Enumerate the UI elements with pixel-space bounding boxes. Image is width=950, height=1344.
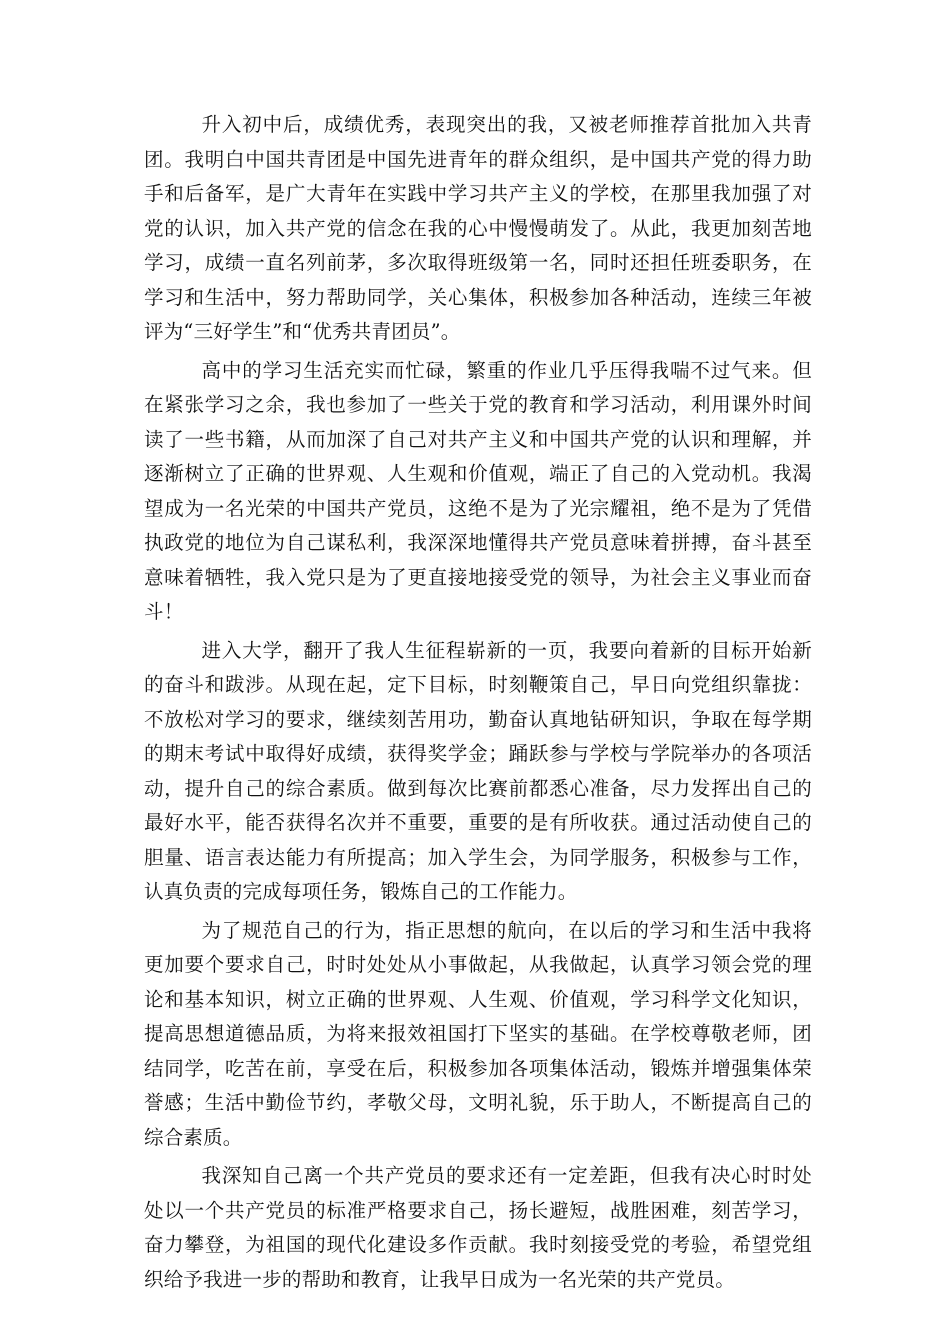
document-body — [144, 108, 812, 1301]
paragraph-junior-high: 升入初中后，成绩优秀，表现突出的我，又被老师推荐首批加入共青团。我明白中国共青团是中国先进青年的群众组织，是中国共产党的得力助手和后备军，是广大青年在实践中学习共产主义的学校，在那里我加强了对党的认识，加入共产党的信念在我的心中慢慢萌发了。从此，我更加刻苦地学习，成绩一直名列前茅，多次取得班级第一名，同时还担任班委职务，在学习和生活中，努力帮助同学，关心集体，积极参加各种活动，连续三年被评为“三好学生”和“优秀共青团员”。 — [144, 113, 812, 343]
paragraph-self-discipline: 为了规范自己的行为，指正思想的航向，在以后的学习和生活中我将更加要个要求自己，时时处处从小事做起，从我做起，认真学习领会党的理论和基本知识，树立正确的世界观、人生观、价值观，学习科学文化知识，提高思想道德品质，为将来报效祖国打下坚实的基础。在学校尊敬老师，团结同学，吃苦在前，享受在后，积极参加各项集体活动，锻炼并增强集体荣誉感；生活中勤俭节约，孝敬父母，文明礼貌，乐于助人，不断提高自己的综合素质。 — [144, 918, 812, 1149]
paragraph-university: 进入大学，翻开了我人生征程崭新的一页，我要向着新的目标开始新的奋斗和跋涉。从现在起，定下目标，时刻鞭策自己，早日向党组织靠拢：不放松对学习的要求，继续刻苦用功，勤奋认真地钻研知识，争取在每学期的期末考试中取得好成绩，获得奖学金；踊跃参与学校与学院举办的各项活动，提升自己的综合素质。做到每次比赛前都悉心准备，尽力发挥出自己的最好水平，能否获得名次并不重要，重要的是有所收获。通过活动使自己的胆量、语言表达能力有所提高；加入学生会，为同学服务，积极参与工作，认真负责的完成每项任务，锻炼自己的工作能力。 — [144, 638, 812, 903]
paragraph-senior-high: 高中的学习生活充实而忙碌，繁重的作业几乎压得我喘不过气来。但在紧张学习之余，我也参加了一些关于党的教育和学习活动，利用课外时间读了一些书籍，从而加深了自己对共产主义和中国共产党的认识和理解，并逐渐树立了正确的世界观、人生观和价值观，端正了自己的入党动机。我渴望成为一名光荣的中国共产党员，这绝不是为了光宗耀祖，绝不是为了凭借执政党的地位为自己谋私利，我深深地懂得共产党员意味着拼搏，奋斗甚至意味着牺牲，我入党只是为了更直接地接受党的领导，为社会主义事业而奋斗！ — [144, 358, 812, 623]
paragraph-resolution: 我深知自己离一个共产党员的要求还有一定差距，但我有决心时时处处以一个共产党员的标准严格要求自己，扬长避短，战胜困难，刻苦学习，奋力攀登，为祖国的现代化建设多作贡献。我时刻接受党的考验，希望党组织给予我进一步的帮助和教育，让我早日成为一名光荣的共产党员。 — [144, 1164, 812, 1291]
